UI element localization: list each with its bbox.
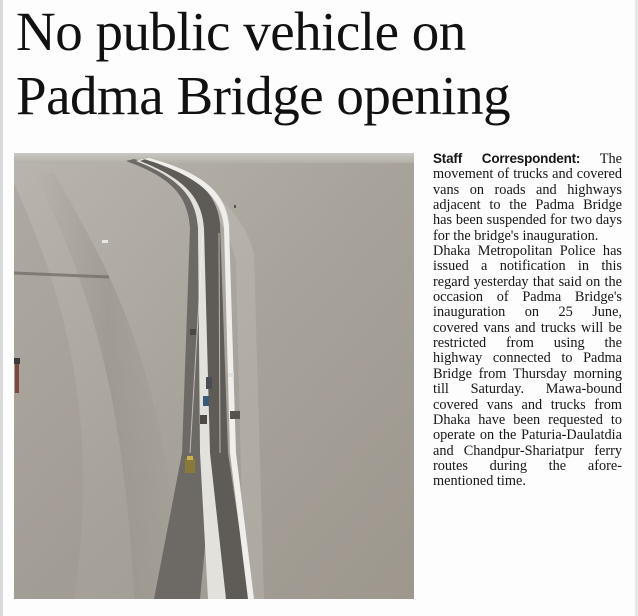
bridge-aerial-photo <box>14 153 414 599</box>
page-left-border <box>0 0 3 616</box>
byline: Staff Correspondent: <box>433 151 581 166</box>
article-paragraph-2: Dhaka Metropolitan Police has issued a notification in this regard yesterday that said on the occasion of Padma Bridge's inauguration on 25 June, covered vans and trucks will be restricted from using the highway connected to Padma Bridge from Thursday morning till Saturday. Mawa-bound covered vans and trucks from Dhaka have been requested to operate on the Paturia-Daulatdia and Chandpur-Shariatpur ferry routes during the aforementioned time. <box>433 243 622 490</box>
article-body <box>433 151 622 490</box>
article-paragraph-1-text: The movement of trucks and covered vans on roads and highways adjacent to the Padma Bridge has been suspended for two days for the bridge's inauguration. <box>433 151 622 244</box>
headline-line-1: No public vehicle on <box>16 1 466 62</box>
article-paragraph-1 <box>433 151 622 244</box>
headline-line-2: Padma Bridge opening <box>16 65 511 126</box>
headline <box>16 0 626 128</box>
